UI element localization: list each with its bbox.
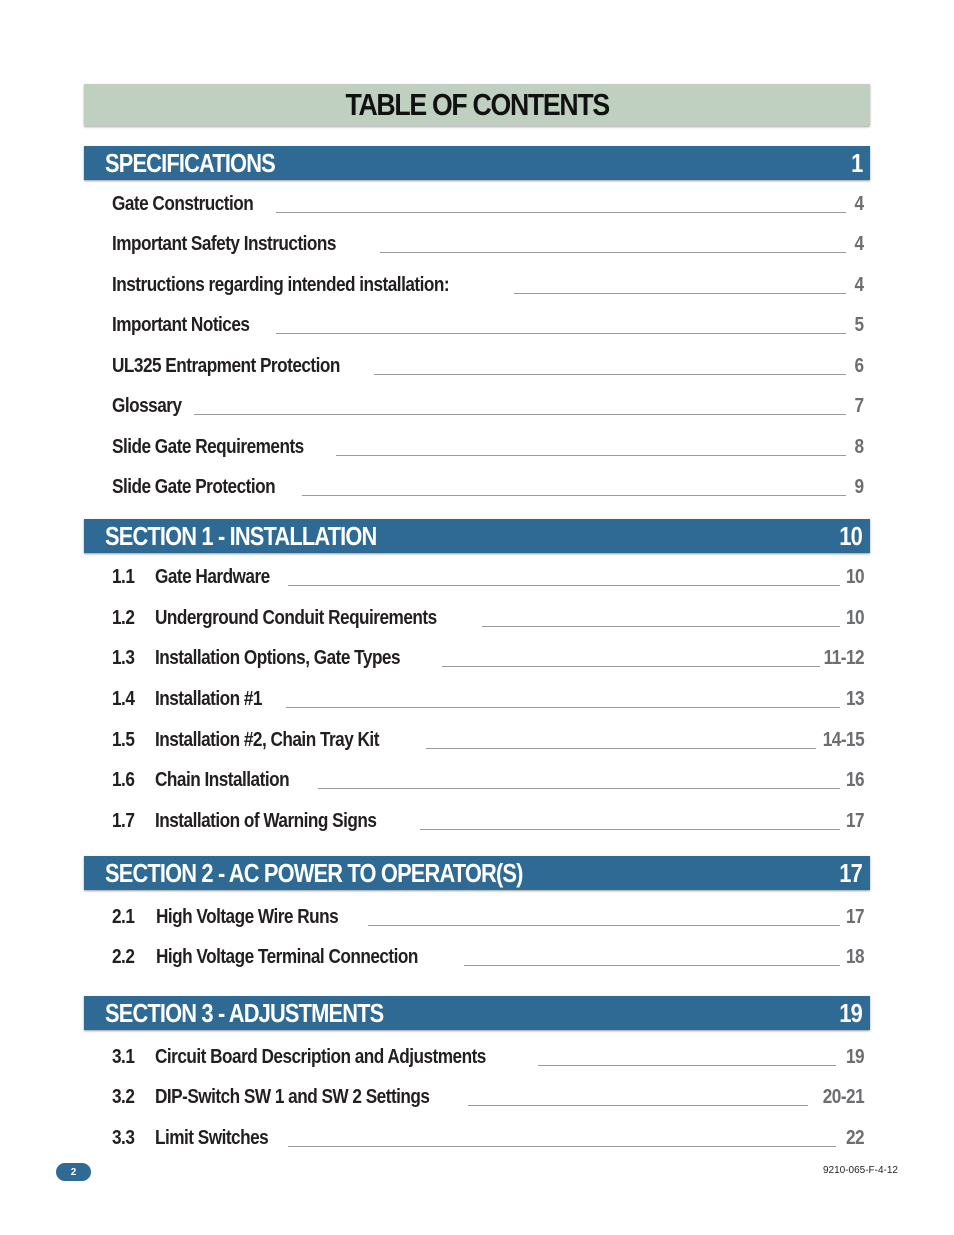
page-number-badge: 2: [56, 1163, 91, 1181]
leader-line: [468, 1105, 808, 1106]
section-title: SECTION 2 - AC POWER TO OPERATOR(S): [105, 858, 523, 888]
section-title: SECTION 3 - ADJUSTMENTS: [105, 998, 384, 1028]
toc-entry-page: 4: [854, 193, 864, 215]
toc-entry-number: 1.6: [112, 769, 135, 791]
toc-entry-page: 22: [845, 1127, 864, 1149]
toc-entry-label: High Voltage Wire Runs: [156, 906, 339, 928]
section-page: 19: [839, 998, 862, 1028]
toc-entry-label: Instructions regarding intended installation:: [112, 274, 450, 296]
toc-entry-label: Gate Construction: [112, 193, 254, 215]
toc-entry-3-3[interactable]: [112, 1128, 864, 1152]
toc-entry-1-5[interactable]: [112, 730, 864, 754]
section-header-installation[interactable]: [84, 519, 870, 553]
toc-entry-label: Slide Gate Protection: [112, 476, 276, 498]
toc-entry-label: Chain Installation: [155, 769, 290, 791]
toc-entry-important-notices[interactable]: [112, 315, 864, 339]
toc-entry-1-7[interactable]: [112, 811, 864, 835]
leader-line: [288, 1146, 836, 1147]
toc-entry-number: 1.5: [112, 729, 135, 751]
toc-entry-number: 1.4: [112, 688, 135, 710]
leader-line: [442, 666, 820, 667]
leader-line: [194, 414, 846, 415]
leader-line: [374, 374, 846, 375]
toc-entry-page: 11-12: [823, 647, 864, 669]
toc-entry-page: 19: [845, 1046, 864, 1068]
toc-title: TABLE OF CONTENTS: [345, 87, 609, 122]
toc-entry-1-1[interactable]: [112, 567, 864, 591]
toc-entry-page: 5: [854, 314, 864, 336]
leader-line: [302, 495, 846, 496]
toc-entry-glossary[interactable]: [112, 396, 864, 420]
leader-line: [286, 707, 840, 708]
toc-entry-page: 4: [854, 274, 864, 296]
leader-line: [426, 748, 816, 749]
leader-line: [276, 333, 846, 334]
toc-entry-intended-installation[interactable]: [112, 275, 864, 299]
toc-entry-page: 17: [845, 810, 864, 832]
toc-entry-important-safety-instructions[interactable]: [112, 234, 864, 258]
toc-entry-page: 7: [854, 395, 864, 417]
toc-entry-page: 17: [845, 906, 864, 928]
toc-entry-number: 3.3: [112, 1127, 135, 1149]
toc-entry-1-2[interactable]: [112, 608, 864, 632]
leader-line: [464, 965, 840, 966]
section-page: 10: [839, 521, 862, 551]
toc-entry-label: Installation #1: [155, 688, 262, 710]
toc-entry-number: 1.1: [112, 566, 135, 588]
toc-entry-label: High Voltage Terminal Connection: [156, 946, 418, 968]
leader-line: [380, 252, 846, 253]
toc-entry-number: 1.7: [112, 810, 135, 832]
leader-line: [368, 925, 840, 926]
toc-entry-1-3[interactable]: [112, 648, 864, 672]
toc-entry-label: UL325 Entrapment Protection: [112, 355, 340, 377]
toc-entry-number: 2.1: [112, 906, 135, 928]
toc-entry-gate-construction[interactable]: [112, 194, 864, 218]
toc-entry-1-6[interactable]: [112, 770, 864, 794]
toc-entry-slide-gate-protection[interactable]: [112, 477, 864, 501]
toc-entry-label: Installation #2, Chain Tray Kit: [155, 729, 379, 751]
toc-entry-label: Slide Gate Requirements: [112, 436, 304, 458]
document-code: 9210-065-F-4-12: [822, 1165, 898, 1176]
toc-entry-label: Underground Conduit Requirements: [155, 607, 437, 629]
toc-entry-3-2[interactable]: [112, 1087, 864, 1111]
leader-line: [276, 212, 846, 213]
toc-entry-page: 18: [845, 946, 864, 968]
section-page: 17: [839, 858, 862, 888]
toc-title-bar: [84, 84, 870, 126]
leader-line: [538, 1065, 836, 1066]
toc-entry-page: 14-15: [822, 729, 864, 751]
section-header-specifications[interactable]: [84, 146, 870, 180]
leader-line: [514, 293, 846, 294]
toc-entry-slide-gate-requirements[interactable]: [112, 437, 864, 461]
toc-entry-label: Glossary: [112, 395, 182, 417]
toc-entry-page: 8: [854, 436, 864, 458]
section-title: SPECIFICATIONS: [105, 148, 275, 178]
toc-entry-ul325[interactable]: [112, 356, 864, 380]
toc-entry-number: 3.2: [112, 1086, 135, 1108]
toc-entry-page: 20-21: [822, 1086, 864, 1108]
toc-entry-label: Circuit Board Description and Adjustments: [155, 1046, 486, 1068]
toc-entry-number: 3.1: [112, 1046, 135, 1068]
toc-entry-page: 16: [845, 769, 864, 791]
toc-entry-label: Limit Switches: [155, 1127, 269, 1149]
section-header-ac-power[interactable]: [84, 856, 870, 890]
toc-entry-2-2[interactable]: [112, 947, 864, 971]
toc-entry-page: 10: [845, 566, 864, 588]
toc-entry-page: 4: [854, 233, 864, 255]
section-header-adjustments[interactable]: [84, 996, 870, 1030]
section-page: 1: [850, 148, 862, 178]
toc-entry-number: 1.2: [112, 607, 135, 629]
section-title: SECTION 1 - INSTALLATION: [105, 521, 377, 551]
toc-entry-label: Gate Hardware: [155, 566, 270, 588]
toc-entry-page: 10: [845, 607, 864, 629]
toc-entry-number: 1.3: [112, 647, 135, 669]
toc-entry-label: Installation Options, Gate Types: [155, 647, 401, 669]
leader-line: [482, 626, 840, 627]
leader-line: [288, 585, 840, 586]
leader-line: [318, 788, 840, 789]
toc-entry-page: 9: [854, 476, 864, 498]
toc-entry-number: 2.2: [112, 946, 135, 968]
toc-entry-label: DIP-Switch SW 1 and SW 2 Settings: [155, 1086, 430, 1108]
toc-entry-1-4[interactable]: [112, 689, 864, 713]
toc-entry-page: 6: [854, 355, 864, 377]
toc-entry-page: 13: [845, 688, 864, 710]
toc-entry-3-1[interactable]: [112, 1047, 864, 1071]
leader-line: [420, 829, 840, 830]
toc-entry-label: Important Safety Instructions: [112, 233, 336, 255]
toc-entry-label: Installation of Warning Signs: [155, 810, 377, 832]
leader-line: [336, 455, 846, 456]
toc-entry-2-1[interactable]: [112, 907, 864, 931]
toc-entry-label: Important Notices: [112, 314, 250, 336]
